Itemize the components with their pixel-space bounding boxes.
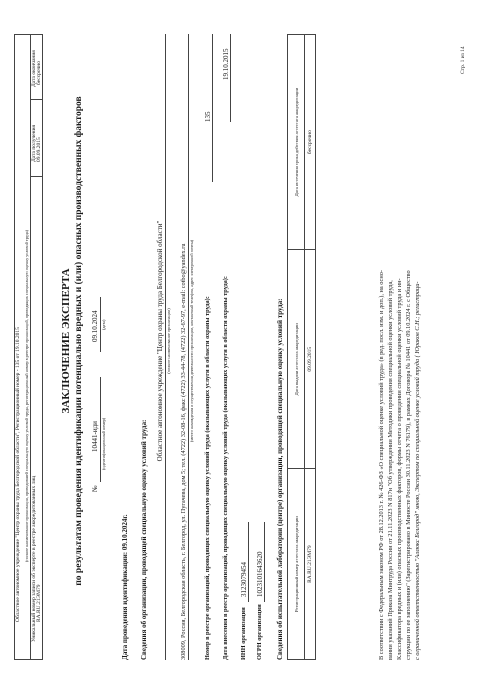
number-label: №: [91, 485, 99, 492]
org-inn-value: 3123079454: [240, 562, 248, 597]
org-name-caption: (полное наименование организации): [166, 308, 171, 374]
page-number: Стр. 1 из 14: [460, 46, 466, 74]
header-org-line: Областное автономное учреждение "Центр охраны труда Белгородской области", Регистрационный номер - 135 от 19.10.2015: [15, 327, 21, 622]
lab-cell-number: RA.RU.21ЭМ79: [305, 469, 316, 660]
header-org-caption: (полное наименование организации, проводившей специальную оценку условий труда, регистрационный номер в реестре организаций, проводящих специальную оценку условий труда): [24, 229, 29, 562]
header-col-received: Дата получения: [31, 124, 37, 162]
body-line-2: вании указаний Приказа Минтруда России от 21.11.2023 N 817н "Об утверждении Методики проведения специальной оценки условий труда,: [387, 280, 394, 660]
header-expiry-value: бессрочно: [36, 60, 42, 85]
header-registry-value: RA.RU.21ЭМ79: [36, 584, 42, 622]
org-inn-label: ИНН организации: [240, 607, 247, 660]
body-line-4: струкции по ее заполнению" (Зарегистрировано в Минюсте России 30.11.2023 N 76179), в рамках Договора № 10441 от 09.10.2024 г. с Общество: [405, 270, 412, 660]
lab-table-header: [288, 35, 305, 660]
lab-header-issue-date: Дата выдачи аттестата аккредитации: [288, 250, 305, 469]
org-address: 308009, Россия, Белгородская область, г. Белгород, ул. Пугачева, дом 5; тел. (4722) 32-08-16, факс (4722) 33-44-78, (4722) 32-67-97, e-mail: cotbo@yandex.ru: [180, 243, 187, 660]
identification-date: Дата проведения идентификации: 09.10.2024г.: [121, 514, 129, 660]
org-registry-number-label: Номер в реестре организаций, проводящих специальную оценку условий труда (оказывающих услуги в области охраны труда):: [204, 296, 211, 660]
date-value: 09.10.2024: [91, 310, 99, 342]
lab-cell-expiry: бессрочно: [305, 35, 316, 250]
org-name: Областное автономное учреждение "Центр охраны труда Белгородской области": [156, 220, 164, 462]
org-address-caption: (место нахождения и осуществления деятельности организации, контактный телефон, адрес электронной почты): [189, 239, 194, 443]
body-line-5: с ограниченной ответственностью "Аллюкс Белгород" мною, Экспертом по специальной оценке условий труда ( Юраков С.Н.; регистраци-: [414, 281, 421, 660]
lab-cell-issue-date: 09.09.2015: [305, 250, 316, 469]
number-value: 10441-иди: [91, 421, 99, 452]
date-caption: (дата): [101, 319, 106, 330]
org-ogrn-value: 1023101643620: [256, 551, 264, 597]
table-row: [305, 35, 316, 660]
header-col-expiry: Дата окончания: [31, 50, 37, 87]
lab-section-title: Сведения об испытательной лаборатории (центре) организации, проводящей специальную оценку условий труда:: [276, 298, 284, 660]
org-ogrn-label: ОГРН организации: [256, 604, 263, 660]
lab-header-number: Регистрационный номер аттестата аккредитации: [288, 469, 305, 660]
document-subtitle: по результатам проведения идентификации потенциально вредных и (или) опасных производственных факторов: [74, 96, 84, 586]
org-registry-date-label: Дата внесения в реестр организаций, проводящих специальную оценку условий труда (оказывающих услуги в области охраны труда):: [222, 275, 229, 660]
header-received-value: 09.09.2015: [36, 137, 42, 162]
header-col-registry: Уникальный номер записи об эксперте в реестре аккредитованных лиц: [31, 475, 37, 642]
number-caption: (идентификационный номер): [101, 417, 106, 470]
org-registry-date-value: 19.10.2015: [222, 48, 230, 80]
org-registry-number-value: 135: [204, 111, 212, 122]
document-title: ЗАКЛЮЧЕНИЕ ЭКСПЕРТА: [60, 268, 72, 414]
body-line-3: Классификатора вредных и (или) опасных производственных факторов, формы отчета о проведении специальной оценки условий труда и ин-: [396, 278, 403, 660]
lab-header-expiry: Дата истечения срока действия аттестата аккредитации: [288, 35, 305, 250]
org-section-title: Сведения об организации, проводящей специальную оценку условий труда:: [140, 419, 148, 660]
body-line-1: В соответствии с Федеральным законом РФ от 28.12.2013 г. № 426-ФЗ «О специальной оценке условий труда» (в ред. посл. изм. и доп.), на осно-: [378, 270, 385, 660]
lab-table: [287, 34, 316, 660]
